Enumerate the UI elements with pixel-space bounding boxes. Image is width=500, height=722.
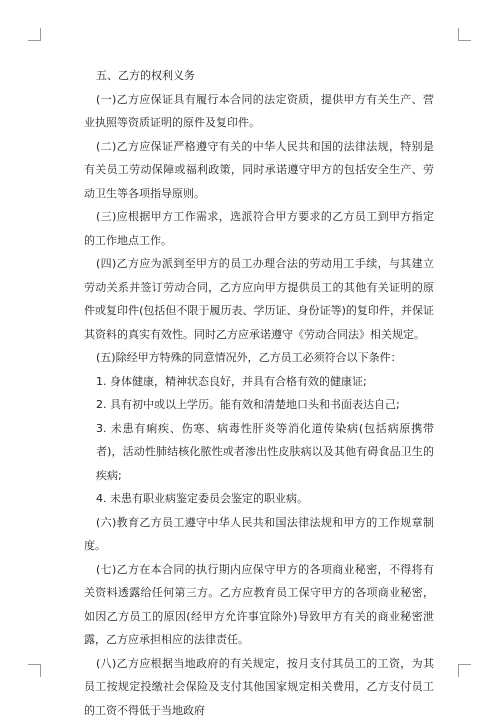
paragraph-1: (一)乙方应保证具有履行本合同的法定资质，提供甲方有关生产、营业执照等资质证明的原件及复印件。 [84,88,434,135]
crop-mark-bottom-left [28,664,41,677]
paragraph-8: (八)乙方应根据当地政府的有关规定，按月支付其员工的工资，为其员工按规定投缴社会保险及支付其他国家规定相关费用，乙方支付员工的工资不得低于当地政府 [84,652,434,722]
paragraph-7: (七)乙方在本合同的执行期内应保守甲方的各项商业秘密，不得将有关资料透露给任何第三方。乙方应教育员工保守甲方的各项商业秘密，如因乙方员工的原因(经甲方允许事宜除外)导致甲方有关的商业秘密泄露，乙方应承担相应的法律责任。 [84,558,434,652]
condition-item-3: 3. 未患有痢疾、伤寒、病毒性肝炎等消化道传染病(包括病原携带者)，活动性肺结核化脓性或者渗出性皮肤病以及其他有碍食品卫生的疾病; [84,417,434,488]
condition-item-1: 1. 身体健康，精神状态良好，并具有合格有效的健康证; [84,370,434,394]
condition-item-2: 2. 具有初中或以上学历。能有效和清楚地口头和书面表达自己; [84,393,434,417]
paragraph-6: (六)教育乙方员工遵守中华人民共和国法律法规和甲方的工作规章制度。 [84,511,434,558]
paragraph-4: (四)乙方应为派到至甲方的员工办理合法的劳动用工手续，与其建立劳动关系并签订劳动合同，乙方应向甲方提供员工的其他有关证明的原件或复印件(包括但不限于履历表、学历证、身份证等)的复印件，并保证其资料的真实有效性。同时乙方应承诺遵守《劳动合同法》相关规定。 [84,252,434,346]
paragraph-2: (二)乙方应保证严格遵守有关的中华人民共和国的法律法规，特别是有关员工劳动保障或福利政策，同时承诺遵守甲方的包括安全生产、劳动卫生等各项指导原则。 [84,135,434,206]
paragraph-5: (五)除经甲方特殊的同意情况外，乙方员工必须符合以下条件： [84,346,434,370]
section-heading: 五、乙方的权利义务 [84,64,434,88]
condition-item-4: 4. 未患有职业病鉴定委员会鉴定的职业病。 [84,487,434,511]
crop-mark-bottom-right [458,664,471,677]
document-page [84,64,434,722]
paragraph-3: (三)应根据甲方工作需求，选派符合甲方要求的乙方员工到甲方指定的工作地点工作。 [84,205,434,252]
crop-mark-top-left [28,28,41,41]
crop-mark-top-right [458,28,471,41]
